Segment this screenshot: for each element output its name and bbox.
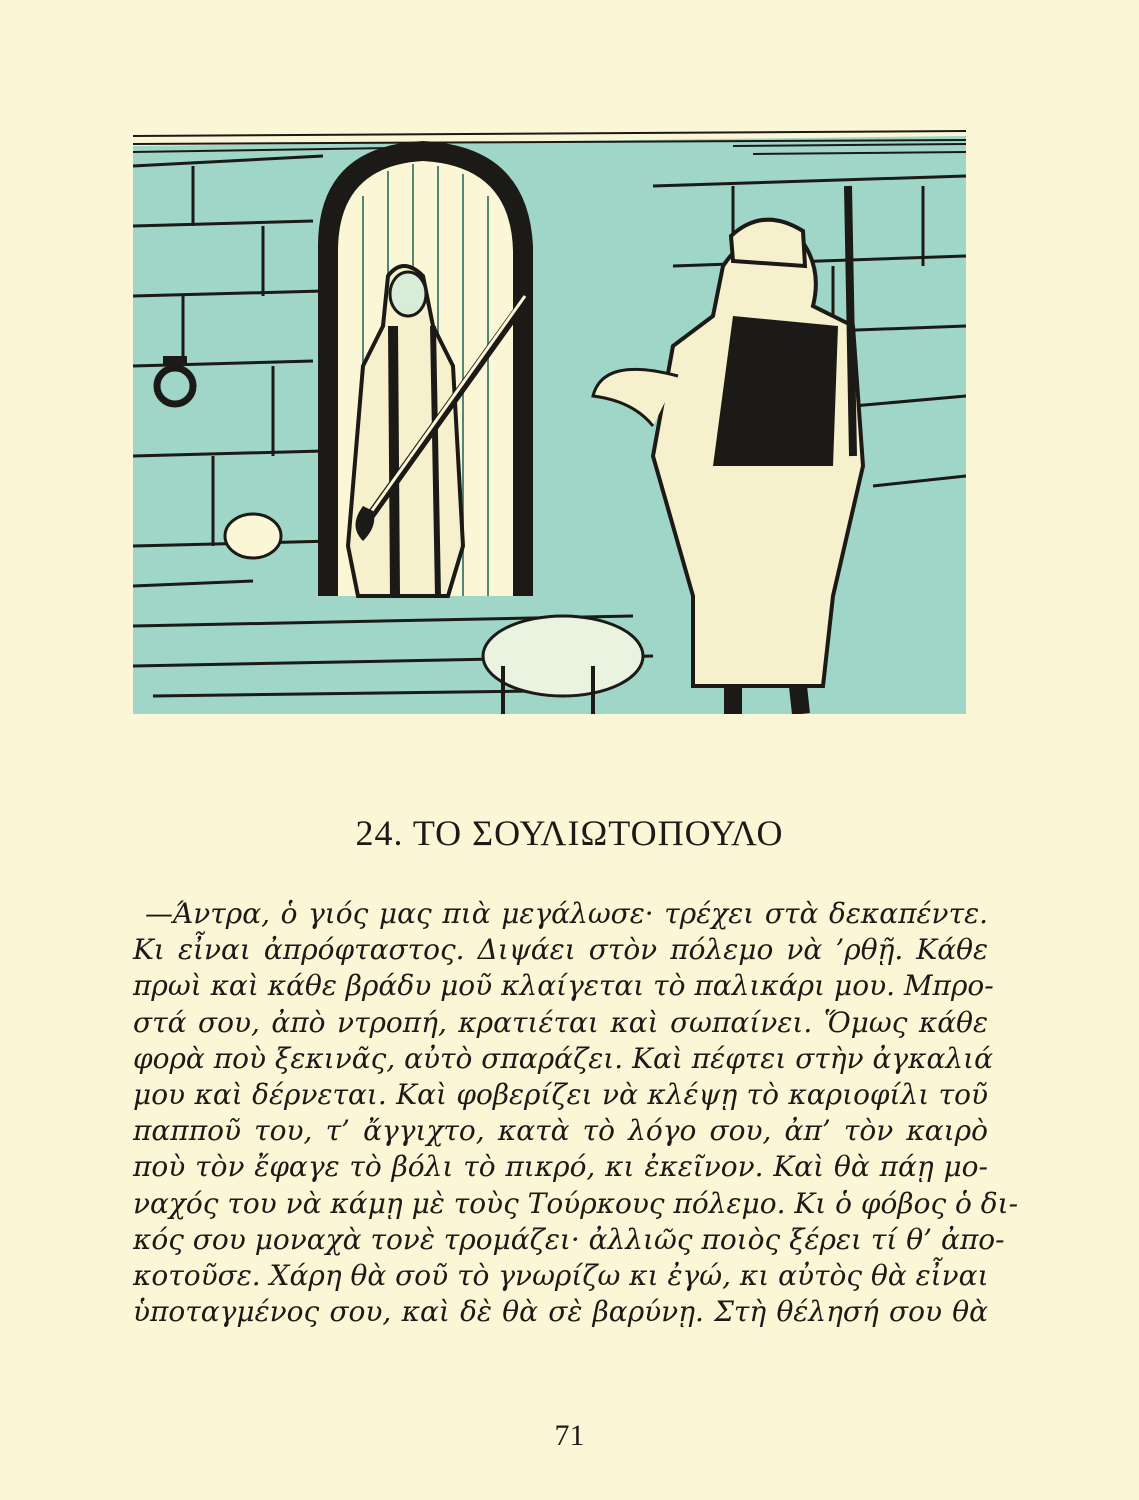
text-line: ναχός του νὰ κάμῃ μὲ τοὺς Τούρκους πόλεμο. Κι ὁ φόβος ὁ δι- — [133, 1186, 1019, 1220]
page-number: 71 — [554, 1419, 585, 1452]
text-line: μου καὶ δέρνεται. Καὶ φοβερίζει νὰ κλέψῃ τὸ καριοφίλι τοῦ — [133, 1078, 988, 1112]
text-line: ὑποταγμένος σου, καὶ δὲ θὰ σὲ βαρύνῃ. Στὴ θέλησή σου θὰ — [133, 1295, 988, 1329]
text-line: φορὰ ποὺ ξεκινᾶς, αὐτὸ σπαράζει. Καὶ πέφτει στὴν ἀγκαλιά — [133, 1041, 994, 1075]
text-line: κός σου μοναχὰ τονὲ τρομάζει· ἀλλιῶς ποιὸς ξέρει τί θ’ ἀπο- — [133, 1222, 1005, 1256]
text-line: κοτοῦσε. Χάρη θὰ σοῦ τὸ γνωρίζω κι ἐγώ, κι αὐτὸς θὰ εἶναι — [133, 1259, 989, 1293]
text-line: πρωὶ καὶ κάθε βράδυ μοῦ κλαίγεται τὸ παλικάρι μου. Μπρο- — [133, 969, 994, 1003]
text-line: στά σου, ἀπὸ ντροπή, κρατιέται καὶ σωπαίνει. Ὅμως κάθε — [133, 1005, 988, 1039]
body-paragraph — [133, 896, 1019, 1330]
chapter-title: 24. ΤΟ ΣΟΥΛΙΩΤΟΠΟΥΛΟ — [355, 813, 784, 853]
illustration — [133, 126, 966, 714]
text-line: —Άντρα, ὁ γιός μας πιὰ μεγάλωσε· τρέχει στὰ δεκαπέντε. — [145, 897, 988, 930]
text-line: ποὺ τὸν ἔφαγε τὸ βόλι τὸ πικρό, κι ἐκεῖνον. Καὶ θὰ πάῃ μο- — [133, 1150, 988, 1184]
illustration-woman-with-rifle-at-doorway-and-man-icon — [133, 126, 966, 714]
text-line: παπποῦ του, τ’ ἄγγιχτο, κατὰ τὸ λόγο σου, ἀπ’ τὸν καιρὸ — [133, 1114, 988, 1148]
text-line: Κι εἶναι ἀπρόφταστος. Διψάει στὸν πόλεμο νὰ ’ρθῇ. Κάθε — [133, 933, 988, 967]
